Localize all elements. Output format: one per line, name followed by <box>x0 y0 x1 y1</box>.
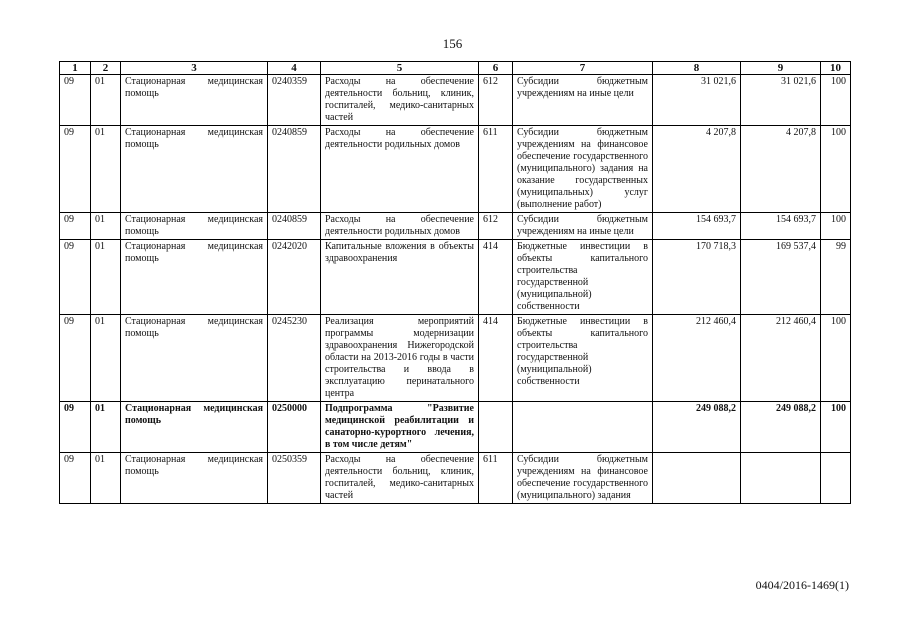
expense-description: Подпрограмма "Развитие медицинской реабилитации и санаторно-курортного лечения, в том числе детям" <box>321 402 479 453</box>
expense-type-code: 414 <box>479 240 513 315</box>
expense-type-name: Бюджетные инвестиции в объекты капитального строительства государственной (муниципальной) собственности <box>513 240 653 315</box>
section-code: 09 <box>60 453 91 504</box>
column-header-6: 6 <box>479 62 513 75</box>
page-number: 156 <box>442 36 463 51</box>
execution-percent: 100 <box>821 402 851 453</box>
executed-amount: 4 207,8 <box>741 126 821 213</box>
table-row <box>60 126 851 213</box>
column-header-1: 1 <box>60 62 91 75</box>
section-code: 09 <box>60 126 91 213</box>
header-row <box>60 62 851 75</box>
section-code: 09 <box>60 75 91 126</box>
expense-description: Расходы на обеспечение деятельности больниц, клиник, госпиталей, медико-санитарных частей <box>321 453 479 504</box>
table-row <box>60 240 851 315</box>
expense-type-code: 611 <box>479 453 513 504</box>
table-row <box>60 453 851 504</box>
section-name: Стационарная медицинская помощь <box>121 240 268 315</box>
subsection-code: 01 <box>91 240 121 315</box>
section-name: Стационарная медицинская помощь <box>121 126 268 213</box>
execution-percent: 100 <box>821 213 851 240</box>
target-article-code: 0250000 <box>268 402 321 453</box>
expense-type-name <box>513 402 653 453</box>
expense-type-name: Субсидии бюджетным учреждениям на финансовое обеспечение государственного (муниципального) задания <box>513 453 653 504</box>
executed-amount <box>741 453 821 504</box>
target-article-code: 0250359 <box>268 453 321 504</box>
target-article-code: 0245230 <box>268 315 321 402</box>
section-name: Стационарная медицинская помощь <box>121 315 268 402</box>
column-header-8: 8 <box>653 62 741 75</box>
section-code: 09 <box>60 402 91 453</box>
section-name: Стационарная медицинская помощь <box>121 75 268 126</box>
expense-type-name: Субсидии бюджетным учреждениям на иные цели <box>513 213 653 240</box>
executed-amount: 212 460,4 <box>741 315 821 402</box>
section-code: 09 <box>60 315 91 402</box>
planned-amount <box>653 453 741 504</box>
expense-type-code: 611 <box>479 126 513 213</box>
planned-amount: 154 693,7 <box>653 213 741 240</box>
table-body <box>60 75 851 504</box>
execution-percent: 99 <box>821 240 851 315</box>
expense-type-code: 612 <box>479 213 513 240</box>
section-code: 09 <box>60 240 91 315</box>
planned-amount: 4 207,8 <box>653 126 741 213</box>
expense-type-name: Субсидии бюджетным учреждениям на финансовое обеспечение государственного (муниципального) задания на оказание государственных (муниципальных) услуг (выполнение работ) <box>513 126 653 213</box>
execution-percent: 100 <box>821 315 851 402</box>
table-row <box>60 315 851 402</box>
expense-description: Расходы на обеспечение деятельности родильных домов <box>321 213 479 240</box>
section-name: Стационарная медицинская помощь <box>121 453 268 504</box>
target-article-code: 0240359 <box>268 75 321 126</box>
column-header-4: 4 <box>268 62 321 75</box>
subsection-code: 01 <box>91 402 121 453</box>
executed-amount: 31 021,6 <box>741 75 821 126</box>
subsection-code: 01 <box>91 213 121 240</box>
table-row <box>60 213 851 240</box>
execution-percent: 100 <box>821 75 851 126</box>
executed-amount: 169 537,4 <box>741 240 821 315</box>
expense-type-code: 414 <box>479 315 513 402</box>
planned-amount: 249 088,2 <box>653 402 741 453</box>
executed-amount: 154 693,7 <box>741 213 821 240</box>
budget-table <box>59 61 851 504</box>
planned-amount: 170 718,3 <box>653 240 741 315</box>
execution-percent: 100 <box>821 126 851 213</box>
column-header-2: 2 <box>91 62 121 75</box>
planned-amount: 212 460,4 <box>653 315 741 402</box>
expense-description: Расходы на обеспечение деятельности родильных домов <box>321 126 479 213</box>
subsection-code: 01 <box>91 453 121 504</box>
target-article-code: 0242020 <box>268 240 321 315</box>
column-header-7: 7 <box>513 62 653 75</box>
target-article-code: 0240859 <box>268 126 321 213</box>
expense-description: Реализация мероприятий программы модернизации здравоохранения Нижегородской области на 2013-2016 годы в части строительства и ввода в эксплуатацию перинатального центра <box>321 315 479 402</box>
expense-type-name: Бюджетные инвестиции в объекты капитального строительства государственной (муниципальной) собственности <box>513 315 653 402</box>
column-header-5: 5 <box>321 62 479 75</box>
section-code: 09 <box>60 213 91 240</box>
planned-amount: 31 021,6 <box>653 75 741 126</box>
target-article-code: 0240859 <box>268 213 321 240</box>
expense-type-code <box>479 402 513 453</box>
execution-percent <box>821 453 851 504</box>
table-row <box>60 402 851 453</box>
column-header-10: 10 <box>821 62 851 75</box>
expense-description: Капитальные вложения в объекты здравоохранения <box>321 240 479 315</box>
expense-description: Расходы на обеспечение деятельности больниц, клиник, госпиталей, медико-санитарных частей <box>321 75 479 126</box>
subsection-code: 01 <box>91 75 121 126</box>
executed-amount: 249 088,2 <box>741 402 821 453</box>
table-row <box>60 75 851 126</box>
section-name: Стационарная медицинская помощь <box>121 402 268 453</box>
document-code: 0404/2016-1469(1) <box>755 578 849 592</box>
section-name: Стационарная медицинская помощь <box>121 213 268 240</box>
expense-type-name: Субсидии бюджетным учреждениям на иные цели <box>513 75 653 126</box>
subsection-code: 01 <box>91 315 121 402</box>
column-header-9: 9 <box>741 62 821 75</box>
subsection-code: 01 <box>91 126 121 213</box>
expense-type-code: 612 <box>479 75 513 126</box>
column-header-3: 3 <box>121 62 268 75</box>
